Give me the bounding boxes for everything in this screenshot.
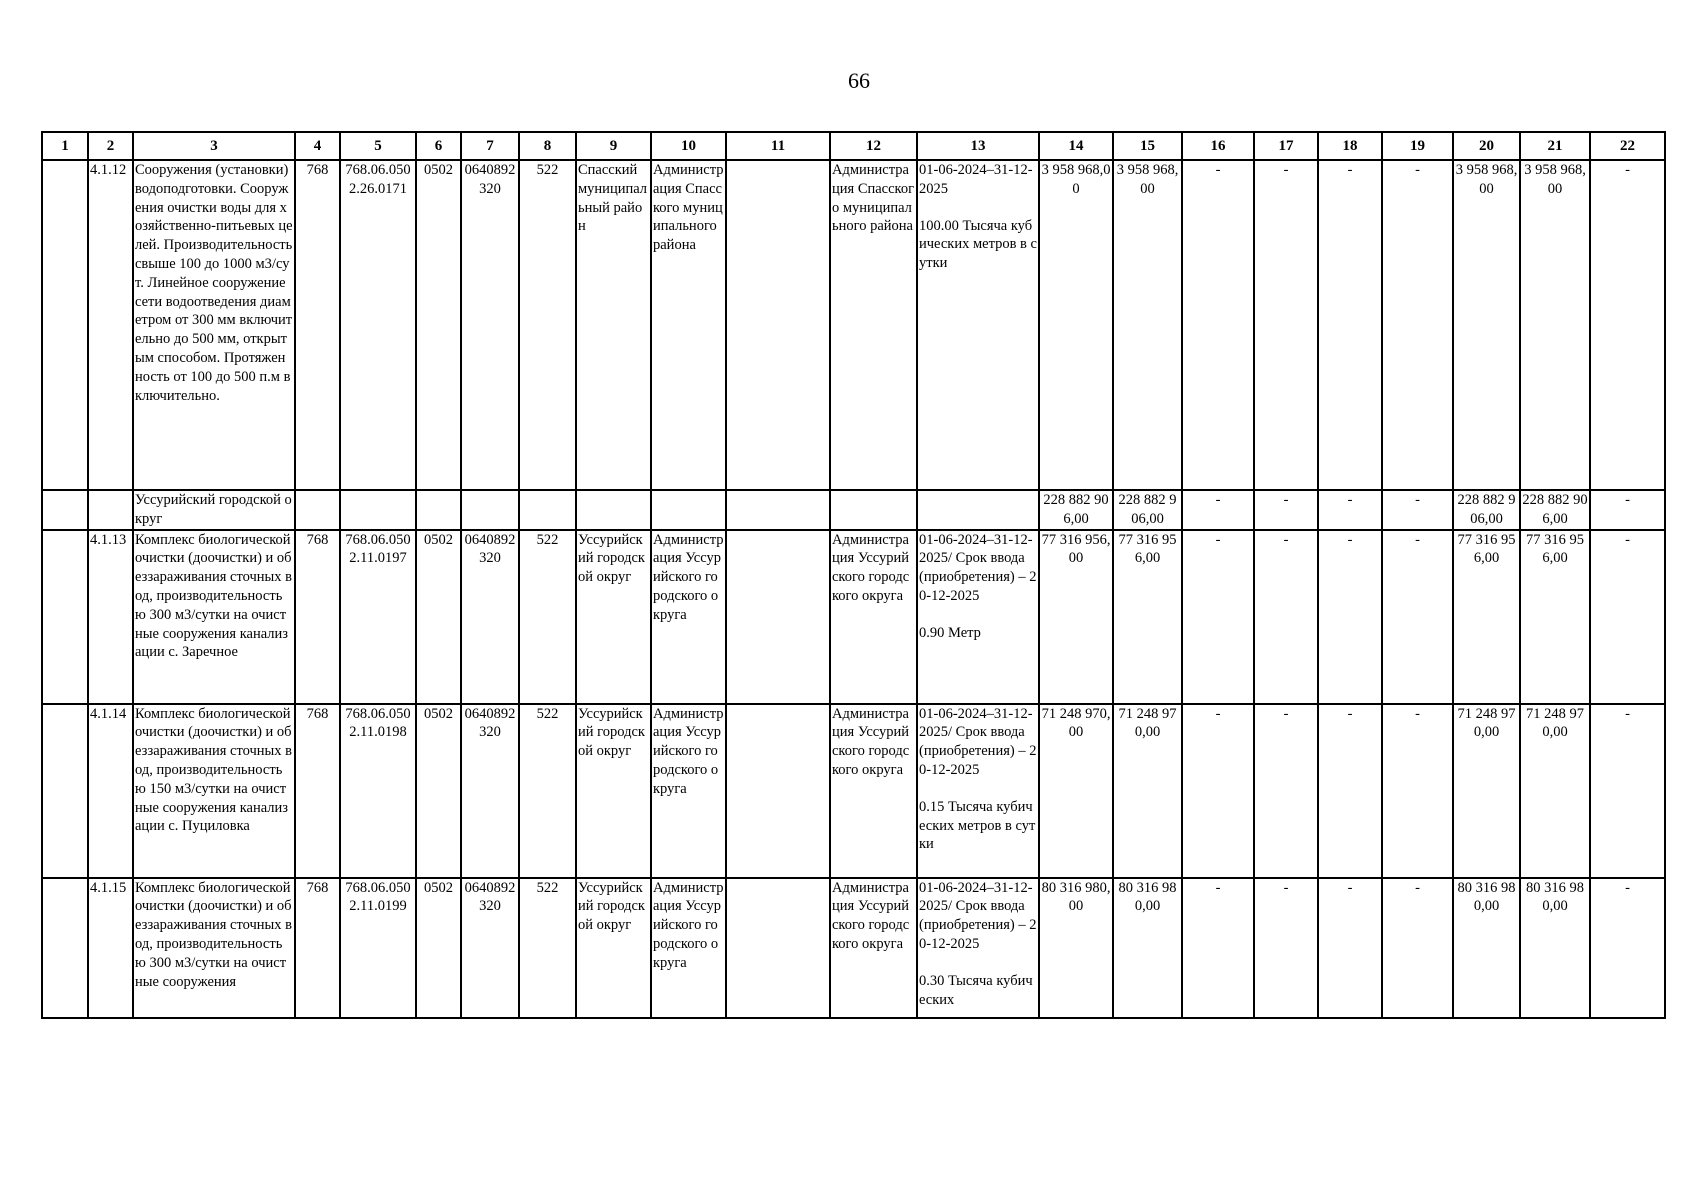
cell-col-5 [340, 490, 416, 530]
cell-col-1 [42, 490, 88, 530]
header-row [42, 132, 1665, 160]
column-header-1: 1 [42, 132, 88, 160]
cell-col-7: 0640892320 [461, 160, 519, 490]
cell-col-12: Администрация Уссурийского городского округа [830, 530, 917, 704]
cell-col-18: - [1318, 704, 1382, 878]
cell-col-18: - [1318, 490, 1382, 530]
capacity-text: 0.15 Тысяча кубических метров в сутки [919, 798, 1036, 853]
cell-col-11 [726, 704, 830, 878]
cell-col-13 [917, 160, 1039, 490]
cell-col-2: 4.1.12 [88, 160, 133, 490]
cell-col-14: 80 316 980,00 [1039, 878, 1113, 1018]
cell-col-9: Уссурийский городской округ [576, 878, 651, 1018]
cell-col-18: - [1318, 160, 1382, 490]
cell-col-10: Администрация Уссурийского городского округа [651, 530, 726, 704]
cell-col-6: 0502 [416, 878, 461, 1018]
cell-col-20: 80 316 980,00 [1453, 878, 1520, 1018]
cell-col-13 [917, 878, 1039, 1018]
column-header-10: 10 [651, 132, 726, 160]
cell-col-1 [42, 878, 88, 1018]
column-header-13: 13 [917, 132, 1039, 160]
column-header-11: 11 [726, 132, 830, 160]
column-header-7: 7 [461, 132, 519, 160]
column-header-20: 20 [1453, 132, 1520, 160]
cell-col-1 [42, 704, 88, 878]
cell-col-9: Спасский муниципальный район [576, 160, 651, 490]
table-row [42, 878, 1665, 1018]
cell-col-7 [461, 490, 519, 530]
column-header-6: 6 [416, 132, 461, 160]
cell-col-6: 0502 [416, 160, 461, 490]
cell-col-10: Администрация Спасского муниципального района [651, 160, 726, 490]
cell-col-5: 768.06.0502.11.0198 [340, 704, 416, 878]
cell-col-6 [416, 490, 461, 530]
cell-col-8: 522 [519, 160, 576, 490]
cell-col-12: Администрация Спасского муниципального района [830, 160, 917, 490]
cell-col-2: 4.1.15 [88, 878, 133, 1018]
cell-col-14: 77 316 956,00 [1039, 530, 1113, 704]
cell-col-7: 0640892320 [461, 704, 519, 878]
column-header-16: 16 [1182, 132, 1254, 160]
cell-col-20: 77 316 956,00 [1453, 530, 1520, 704]
column-header-15: 15 [1113, 132, 1182, 160]
cell-col-12: Администрация Уссурийского городского округа [830, 878, 917, 1018]
cell-col-15: 71 248 970,00 [1113, 704, 1182, 878]
cell-col-17: - [1254, 530, 1318, 704]
column-header-18: 18 [1318, 132, 1382, 160]
cell-col-7: 0640892320 [461, 878, 519, 1018]
cell-col-21: 228 882 906,00 [1520, 490, 1590, 530]
cell-col-3: Комплекс биологической очистки (доочистки) и обеззараживания сточных вод, производительностью 150 м3/сутки на очистные сооружения канализации с. Пуциловка [133, 704, 295, 878]
cell-col-17: - [1254, 704, 1318, 878]
cell-col-8: 522 [519, 704, 576, 878]
table-row [42, 704, 1665, 878]
cell-col-16: - [1182, 530, 1254, 704]
cell-col-6: 0502 [416, 704, 461, 878]
cell-col-21: 3 958 968,00 [1520, 160, 1590, 490]
cell-col-15: 228 882 906,00 [1113, 490, 1182, 530]
cell-col-4: 768 [295, 878, 340, 1018]
capacity-text: 0.30 Тысяча кубических [919, 972, 1033, 1008]
cell-col-16: - [1182, 160, 1254, 490]
cell-col-21: 77 316 956,00 [1520, 530, 1590, 704]
cell-col-4 [295, 490, 340, 530]
column-header-3: 3 [133, 132, 295, 160]
cell-col-10: Администрация Уссурийского городского округа [651, 878, 726, 1018]
cell-col-9: Уссурийский городской округ [576, 530, 651, 704]
column-header-9: 9 [576, 132, 651, 160]
cell-col-13 [917, 530, 1039, 704]
cell-col-17: - [1254, 878, 1318, 1018]
column-header-22: 22 [1590, 132, 1665, 160]
cell-col-11 [726, 878, 830, 1018]
cell-col-19: - [1382, 530, 1453, 704]
cell-col-22: - [1590, 704, 1665, 878]
cell-col-2 [88, 490, 133, 530]
period-text: 01-06-2024–31-12-2025/ Срок ввода (приобретения) – 20-12-2025 [919, 531, 1037, 604]
cell-col-16: - [1182, 878, 1254, 1018]
page-number: 66 [848, 68, 870, 93]
cell-col-7: 0640892320 [461, 530, 519, 704]
column-header-21: 21 [1520, 132, 1590, 160]
cell-col-4: 768 [295, 160, 340, 490]
cell-col-4: 768 [295, 704, 340, 878]
period-text: 01-06-2024–31-12-2025 [919, 162, 1033, 197]
cell-col-15: 77 316 956,00 [1113, 530, 1182, 704]
cell-col-13 [917, 704, 1039, 878]
cell-col-16: - [1182, 490, 1254, 530]
cell-col-14: 228 882 906,00 [1039, 490, 1113, 530]
table-row [42, 490, 1665, 530]
column-header-4: 4 [295, 132, 340, 160]
cell-col-11 [726, 490, 830, 530]
table-row [42, 530, 1665, 704]
cell-col-3: Комплекс биологической очистки (доочистки) и обеззараживания сточных вод, производительностью 300 м3/сутки на очистные сооружения канализации с. Заречное [133, 530, 295, 704]
cell-col-8: 522 [519, 530, 576, 704]
cell-col-3: Сооружения (установки) водоподготовки. Сооружения очистки воды для хозяйственно-питьевых целей. Производительность свыше 100 до 1000 м3/сут. Линейное сооружение сети водоотведения диаметром от 300 мм включительно до 500 мм, открытым способом. Протяженность от 100 до 500 п.м включительно. [133, 160, 295, 490]
cell-col-12: Администрация Уссурийского городского округа [830, 704, 917, 878]
cell-col-20: 228 882 906,00 [1453, 490, 1520, 530]
cell-col-10: Администрация Уссурийского городского округа [651, 704, 726, 878]
cell-col-3: Уссурийский городской округ [133, 490, 295, 530]
cell-col-14: 3 958 968,00 [1039, 160, 1113, 490]
cell-col-1 [42, 160, 88, 490]
table-row [42, 160, 1665, 490]
cell-col-19: - [1382, 160, 1453, 490]
cell-col-5: 768.06.0502.26.0171 [340, 160, 416, 490]
cell-col-19: - [1382, 490, 1453, 530]
cell-col-11 [726, 160, 830, 490]
cell-col-15: 80 316 980,00 [1113, 878, 1182, 1018]
cell-col-20: 3 958 968,00 [1453, 160, 1520, 490]
cell-col-18: - [1318, 530, 1382, 704]
column-header-17: 17 [1254, 132, 1318, 160]
cell-col-8 [519, 490, 576, 530]
cell-col-20: 71 248 970,00 [1453, 704, 1520, 878]
cell-col-17: - [1254, 160, 1318, 490]
column-header-14: 14 [1039, 132, 1113, 160]
cell-col-11 [726, 530, 830, 704]
cell-col-5: 768.06.0502.11.0199 [340, 878, 416, 1018]
cell-col-22: - [1590, 878, 1665, 1018]
capacity-text: 100.00 Тысяча кубических метров в сутки [919, 217, 1037, 272]
cell-col-19: - [1382, 704, 1453, 878]
column-header-8: 8 [519, 132, 576, 160]
period-text: 01-06-2024–31-12-2025/ Срок ввода (приобретения) – 20-12-2025 [919, 879, 1037, 952]
cell-col-1 [42, 530, 88, 704]
cell-col-22: - [1590, 530, 1665, 704]
cell-col-9: Уссурийский городской округ [576, 704, 651, 878]
cell-col-2: 4.1.14 [88, 704, 133, 878]
cell-col-15: 3 958 968,00 [1113, 160, 1182, 490]
column-header-12: 12 [830, 132, 917, 160]
cell-col-3: Комплекс биологической очистки (доочистки) и обеззараживания сточных вод, производительностью 300 м3/сутки на очистные сооружения [133, 878, 295, 1018]
cell-col-4: 768 [295, 530, 340, 704]
cell-col-14: 71 248 970,00 [1039, 704, 1113, 878]
cell-col-13 [917, 490, 1039, 530]
period-text: 01-06-2024–31-12-2025/ Срок ввода (приобретения) – 20-12-2025 [919, 705, 1037, 778]
cell-col-16: - [1182, 704, 1254, 878]
cell-col-18: - [1318, 878, 1382, 1018]
cell-col-17: - [1254, 490, 1318, 530]
cell-col-9 [576, 490, 651, 530]
capacity-text: 0.90 Метр [919, 624, 981, 641]
register-table [41, 131, 1666, 1019]
cell-col-8: 522 [519, 878, 576, 1018]
cell-col-21: 80 316 980,00 [1520, 878, 1590, 1018]
column-header-5: 5 [340, 132, 416, 160]
cell-col-2: 4.1.13 [88, 530, 133, 704]
column-header-19: 19 [1382, 132, 1453, 160]
cell-col-22: - [1590, 160, 1665, 490]
cell-col-5: 768.06.0502.11.0197 [340, 530, 416, 704]
column-header-2: 2 [88, 132, 133, 160]
cell-col-6: 0502 [416, 530, 461, 704]
cell-col-22: - [1590, 490, 1665, 530]
cell-col-12 [830, 490, 917, 530]
cell-col-21: 71 248 970,00 [1520, 704, 1590, 878]
cell-col-10 [651, 490, 726, 530]
cell-col-19: - [1382, 878, 1453, 1018]
